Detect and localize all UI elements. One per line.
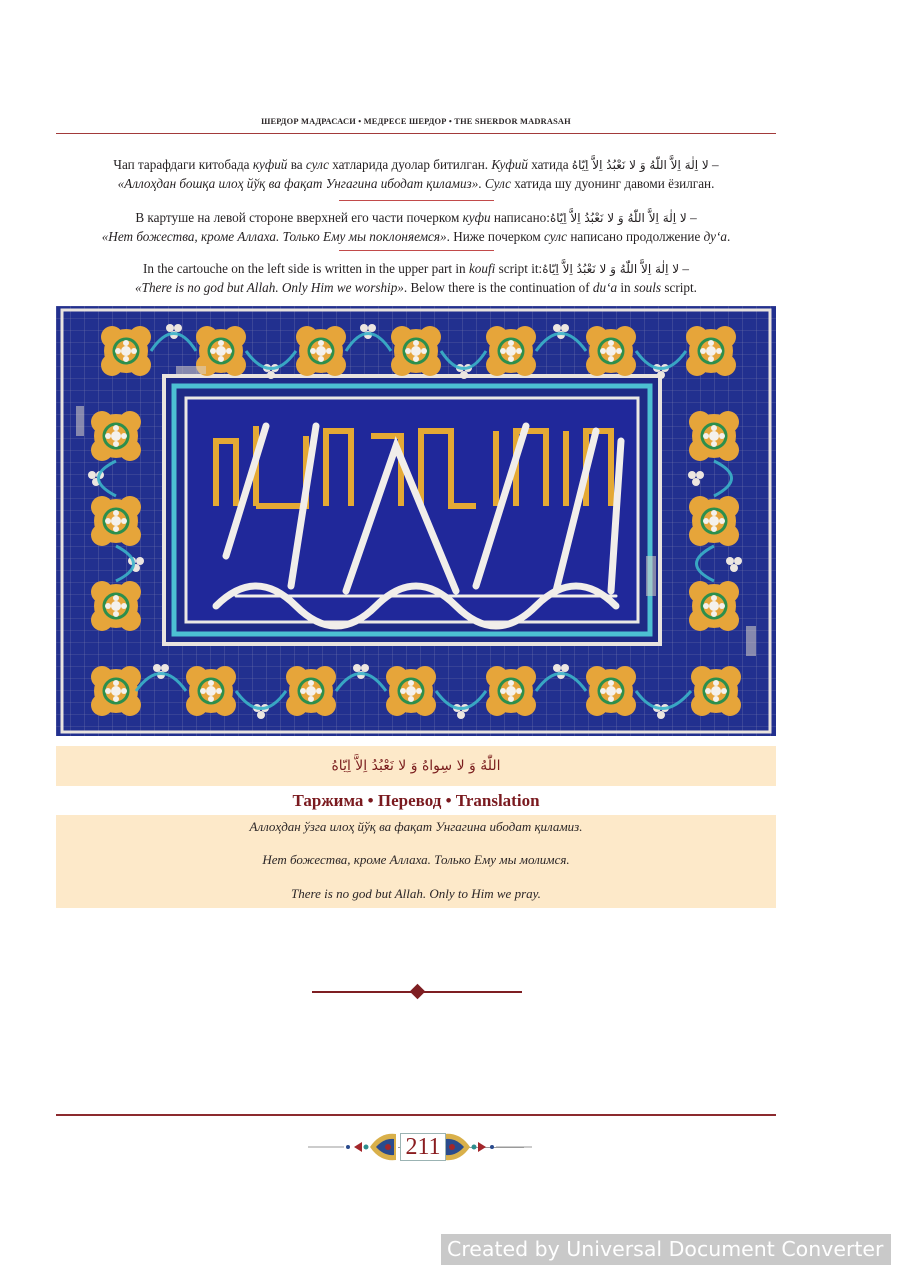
converter-watermark: Created by Universal Document Converter bbox=[441, 1234, 891, 1265]
term-dua: du‘a bbox=[592, 279, 618, 295]
arabic-quote: لا اِلٰهَ اِلاَّ اللّٰهُ وَ لا نَعْبُدُ اِلاَّ اِيّاهُ bbox=[542, 262, 680, 276]
text-segment: in bbox=[617, 279, 634, 295]
tile-mosaic-illustration bbox=[56, 306, 776, 736]
paragraph-russian-line-1 bbox=[56, 209, 776, 228]
translation-box bbox=[56, 815, 776, 908]
text-segment: – bbox=[686, 210, 697, 225]
paragraph-uzbek-line-1 bbox=[56, 156, 776, 175]
diamond-ornament-icon bbox=[410, 984, 426, 1000]
text-segment: написано: bbox=[490, 210, 550, 225]
text-segment: Чап тарафдаги китобада bbox=[113, 157, 253, 172]
paragraph-english-line-1 bbox=[56, 260, 776, 279]
text-segment: ва bbox=[287, 157, 306, 172]
paragraph-uzbek-line-2 bbox=[56, 175, 776, 194]
term-kufic: koufi bbox=[468, 261, 496, 276]
text-segment: . Below there is the continuation of bbox=[403, 279, 593, 295]
floral-border-left bbox=[88, 411, 144, 631]
translation-uzbek: Аллоҳдан ўзга илоҳ йўқ ва фақат Унгагина ибодат қиламиз. bbox=[249, 819, 583, 834]
paragraph-english bbox=[56, 260, 776, 297]
paragraph-russian-line-2 bbox=[56, 228, 776, 247]
quote-translation: «There is no god but Allah. Only Him we worship» bbox=[135, 279, 404, 295]
translation-russian: Нет божества, кроме Аллаха. Только Ему мы молимся. bbox=[262, 852, 570, 867]
quote-translation: «Нет божества, кроме Аллаха. Только Ему мы поклоняемся» bbox=[101, 228, 447, 244]
text-segment: In the cartouche on the left side is written in the upper part in bbox=[143, 261, 469, 276]
inscription-arabic-text: اللّٰهُ وَ لا سِواهُ وَ لا نَعْبُدُ اِلاَّ اِيّاهُ bbox=[331, 758, 501, 774]
text-segment: . bbox=[478, 175, 485, 191]
term-thuluth: сулс bbox=[544, 228, 568, 244]
term-kufic: куфи bbox=[462, 210, 491, 225]
paragraph-russian bbox=[56, 209, 776, 246]
footer-divider bbox=[56, 1114, 776, 1116]
term-thuluth: сулс bbox=[305, 157, 329, 172]
text-segment: хатида шу дуонинг давоми ёзилган. bbox=[510, 175, 715, 191]
tile-cartouche-photo bbox=[56, 306, 776, 736]
page-number: 211 bbox=[400, 1133, 446, 1161]
arabic-quote: لا اِلٰهَ اِلاَّ اللّٰهُ وَ لا نَعْبُدُ اِلاَّ اِيّاهُ bbox=[571, 158, 709, 172]
text-segment: . Ниже почерком bbox=[446, 228, 544, 244]
term-thuluth: Сулс bbox=[484, 175, 511, 191]
text-segment: В картуше на левой стороне вверхней его части почерком bbox=[135, 210, 463, 225]
inscription-transcription-band bbox=[56, 746, 776, 786]
paragraph-divider bbox=[339, 200, 494, 201]
text-segment: хатида bbox=[527, 157, 572, 172]
text-segment: . bbox=[726, 228, 731, 244]
translation-heading: Таржима • Перевод • Translation bbox=[292, 791, 540, 810]
paragraph-english-line-2 bbox=[56, 279, 776, 298]
text-segment: написано продолжение bbox=[567, 228, 704, 244]
header-divider bbox=[56, 133, 776, 134]
text-segment: – bbox=[708, 157, 719, 172]
text-segment: хатларида дуолар битилган. bbox=[328, 157, 492, 172]
left-ornament-icon bbox=[308, 1130, 398, 1164]
floral-border-right bbox=[688, 411, 742, 631]
text-segment: script. bbox=[661, 279, 697, 295]
right-ornament-icon bbox=[442, 1130, 532, 1164]
text-segment: script it: bbox=[495, 261, 543, 276]
arabic-quote: لا اِلٰهَ اِلاَّ اللّٰهُ وَ لا نَعْبُدُ اِلاَّ اِيّاهُ bbox=[549, 211, 687, 225]
term-kufic: Куфий bbox=[491, 157, 528, 172]
translation-english: There is no god but Allah. Only to Him we pray. bbox=[291, 886, 541, 901]
term-dua: ду‘а bbox=[703, 228, 727, 244]
term-kufic: куфий bbox=[252, 157, 288, 172]
quote-translation: «Аллоҳдан бошқа илоҳ йўқ ва фақат Унгагина ибодат қиламиз» bbox=[117, 175, 479, 191]
term-thuluth: souls bbox=[633, 279, 662, 295]
running-header: ШЕРДОР МАДРАСАСИ • МЕДРЕСЕ ШЕРДОР • THE SHERDOR MADRASAH bbox=[261, 117, 571, 126]
paragraph-divider bbox=[339, 250, 494, 251]
text-segment: – bbox=[679, 261, 689, 276]
page-folio bbox=[308, 1130, 524, 1164]
paragraph-uzbek bbox=[56, 156, 776, 193]
